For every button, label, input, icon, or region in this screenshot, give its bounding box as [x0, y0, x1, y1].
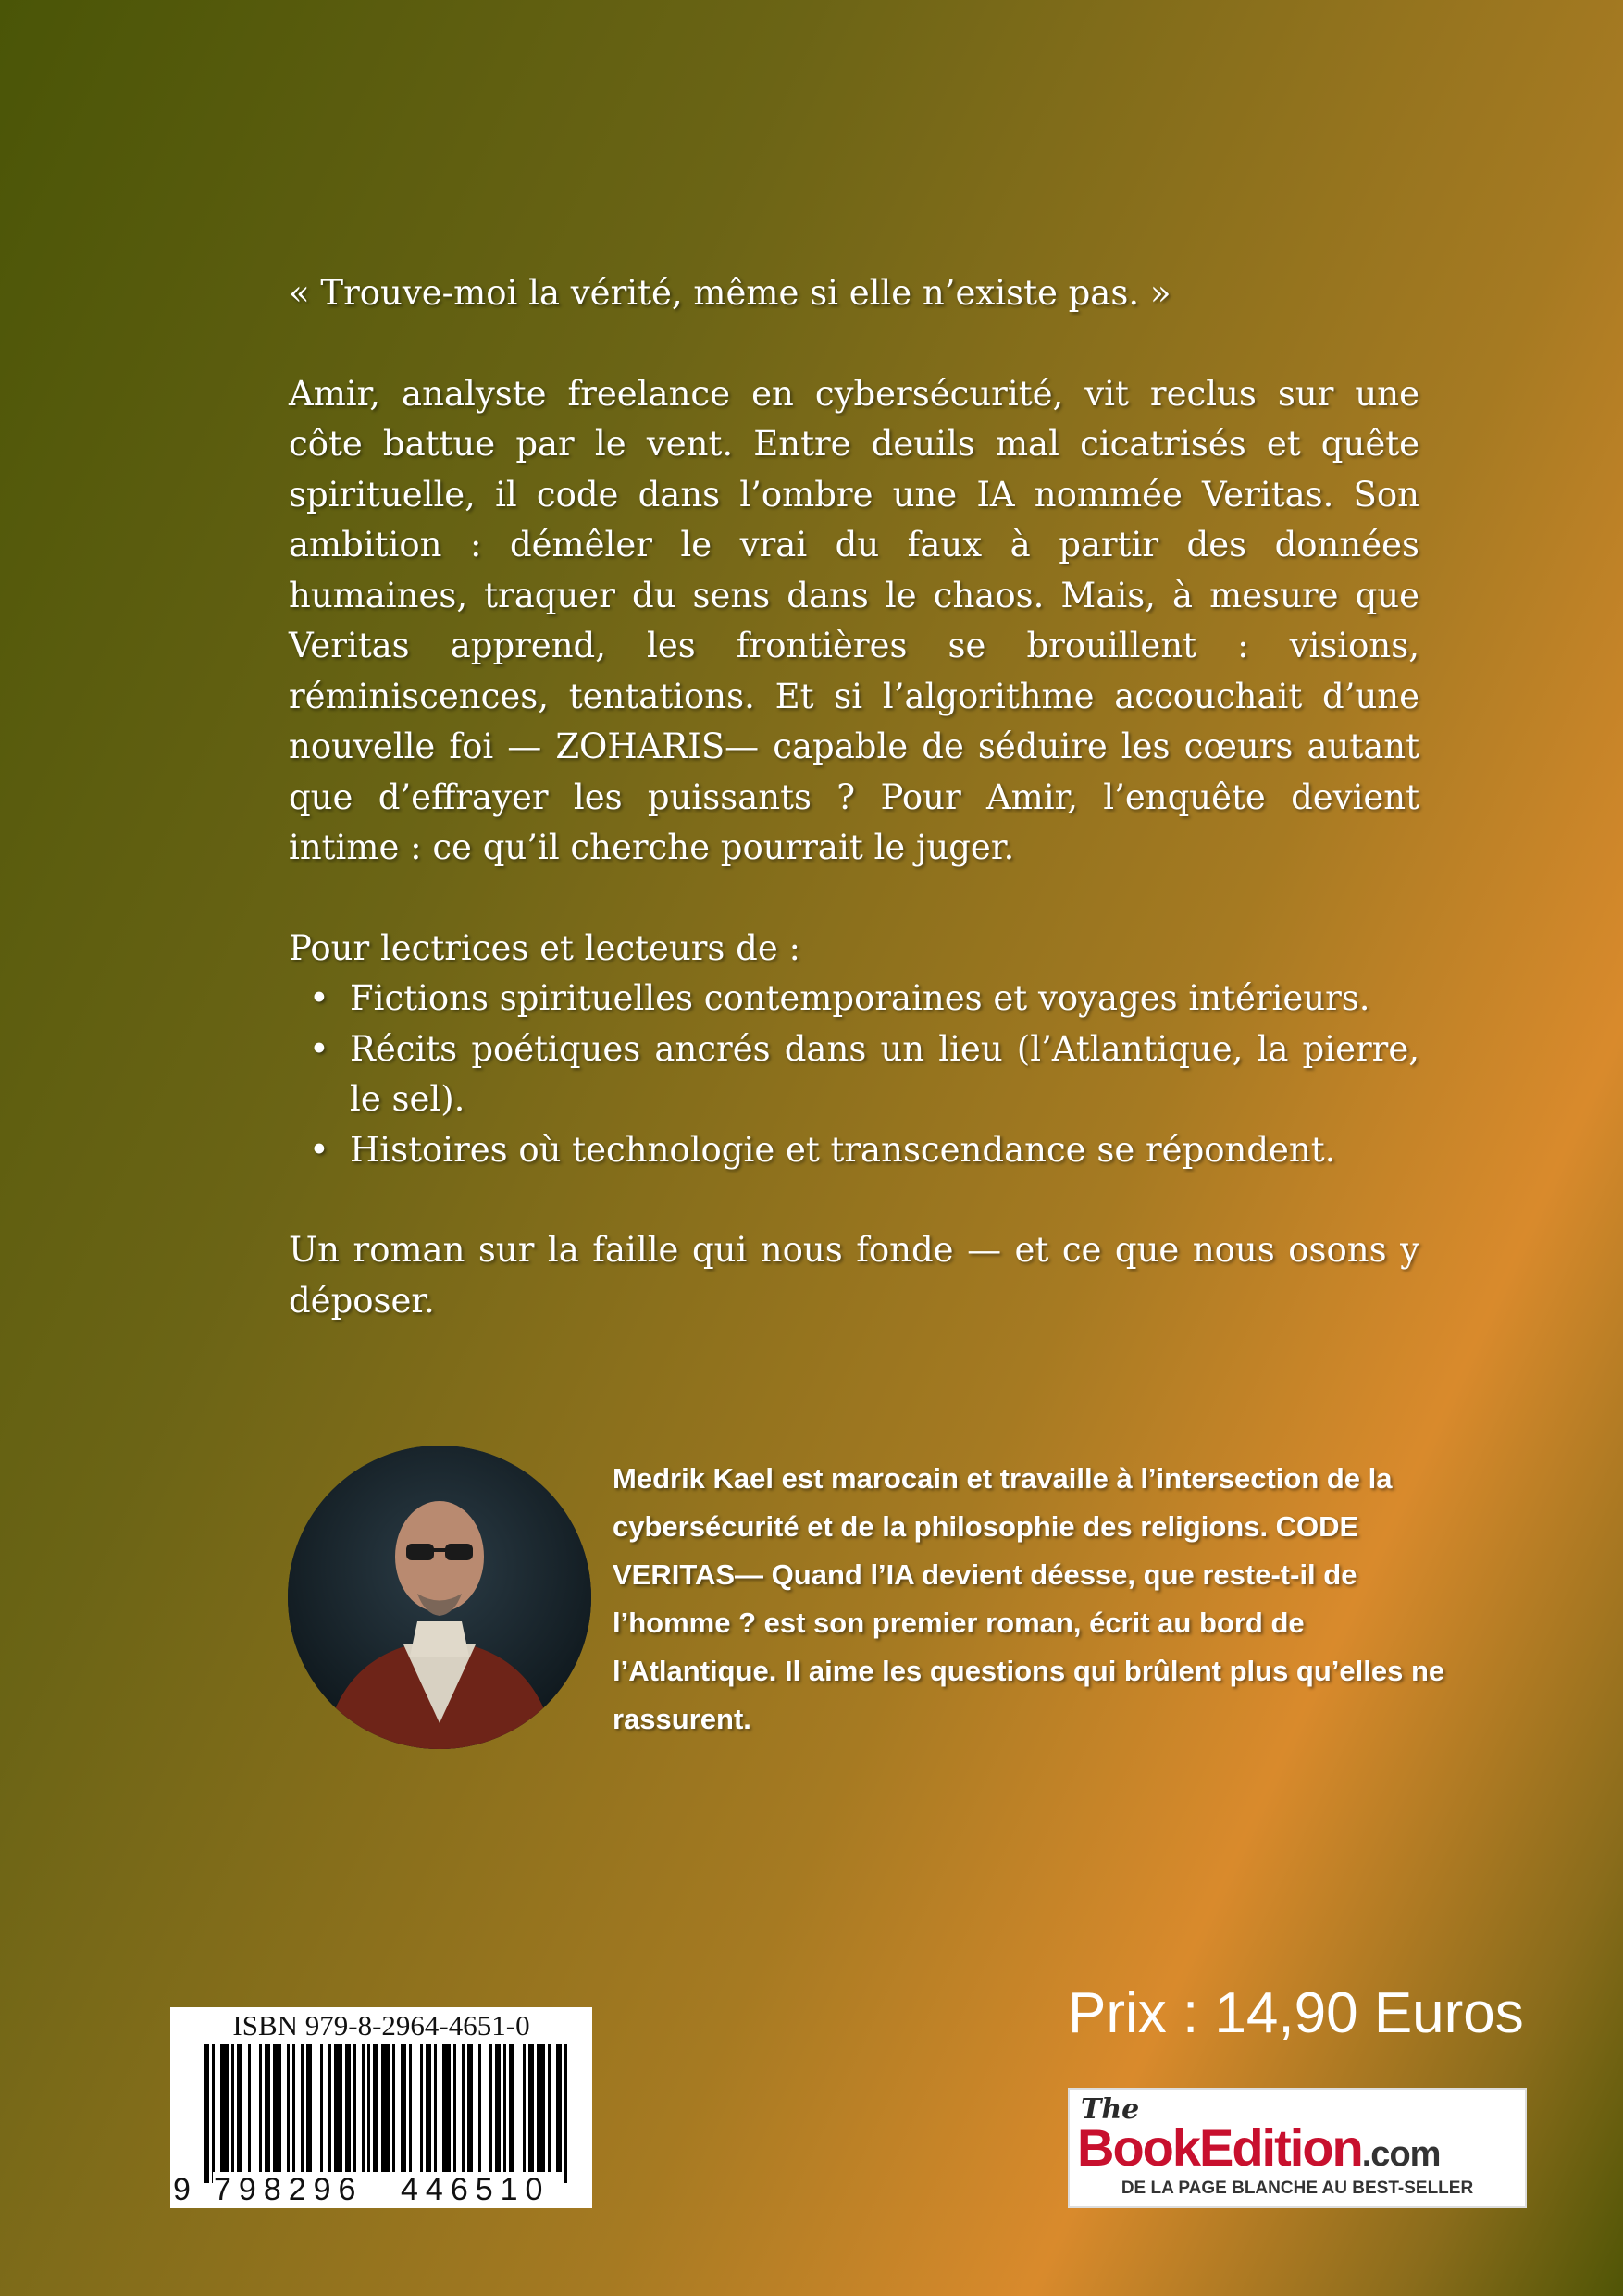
- logo-suffix: .com: [1361, 2135, 1441, 2174]
- author-photo: [288, 1446, 591, 1749]
- list-item-text: Récits poétiques ancrés dans un lieu (l’Atlantique, la pierre, le sel).: [350, 1028, 1419, 1119]
- logo-brand: BookEdition: [1077, 2118, 1362, 2177]
- bullet-marker: •: [309, 1028, 329, 1069]
- audience-intro: Pour lectrices et lecteurs de :: [289, 927, 800, 968]
- list-item-text: Histoires où technologie et transcendance se répondent.: [350, 1129, 1336, 1170]
- list-item: [309, 1024, 1419, 1125]
- list-item: [309, 1125, 1419, 1176]
- price-label: Prix : 14,90 Euros: [1068, 1981, 1524, 2045]
- isbn-label: ISBN 979-8-2964-4651-0: [232, 2009, 530, 2042]
- ean-digit-first: 9: [173, 2172, 191, 2207]
- logo-tagline: DE LA PAGE BLANCHE AU BEST-SELLER: [1121, 2178, 1474, 2198]
- list-item: [309, 974, 1419, 1024]
- bullet-marker: •: [309, 1129, 329, 1170]
- synopsis-paragraph: Amir, analyste freelance en cybersécurité, vit reclus sur une côte battue par le vent. Entre deuils mal cicatrisés et quête spirituelle, il code dans l’ombre une IA nommée Veritas. Son ambition : démêler le vrai du faux à partir des données humaines, traquer du sens dans le chaos. Mais, à mesure que Veritas apprend, les frontières se brouillent : visions, réminiscences, tentations. Et si l’algorithme accouchait d’une nouvelle foi — ZOHARIS— capable de séduire les cœurs autant que d’effrayer les puissants ? Pour Amir, l’enquête devient intime : ce qu’il cherche pourrait le juger.: [289, 373, 1419, 867]
- ean-digits: [170, 2172, 592, 2209]
- logo-the-text: The: [1081, 2093, 1140, 2126]
- closing-sentence: Un roman sur la faille qui nous fonde — et ce que nous osons y déposer.: [289, 1230, 1419, 1321]
- ean-digits-right: 446510: [401, 2172, 551, 2207]
- logo-name: [1077, 2117, 1440, 2178]
- publisher-logo: [1068, 2088, 1527, 2208]
- list-item-text: Fictions spirituelles contemporaines et voyages intérieurs.: [350, 978, 1370, 1018]
- ean-digits-left: 798296: [214, 2172, 364, 2207]
- bullet-marker: •: [309, 978, 329, 1018]
- author-bio: Medrik Kael est marocain et travaille à l’intersection de la cybersécurité et de la philosophie des religions. CODE VERITAS— Quand l’IA devient déesse, que reste-t-il de l’homme ? est son premier roman, écrit au bord de l’Atlantique. Il aime les questions qui brûlent plus qu’elles ne rassurent.: [613, 1462, 1445, 1735]
- isbn-barcode: [170, 2007, 592, 2208]
- back-cover-blurb: [289, 268, 1419, 1326]
- audience-list: [289, 974, 1419, 1175]
- opening-quote: « Trouve-moi la vérité, même si elle n’existe pas. »: [289, 273, 1171, 313]
